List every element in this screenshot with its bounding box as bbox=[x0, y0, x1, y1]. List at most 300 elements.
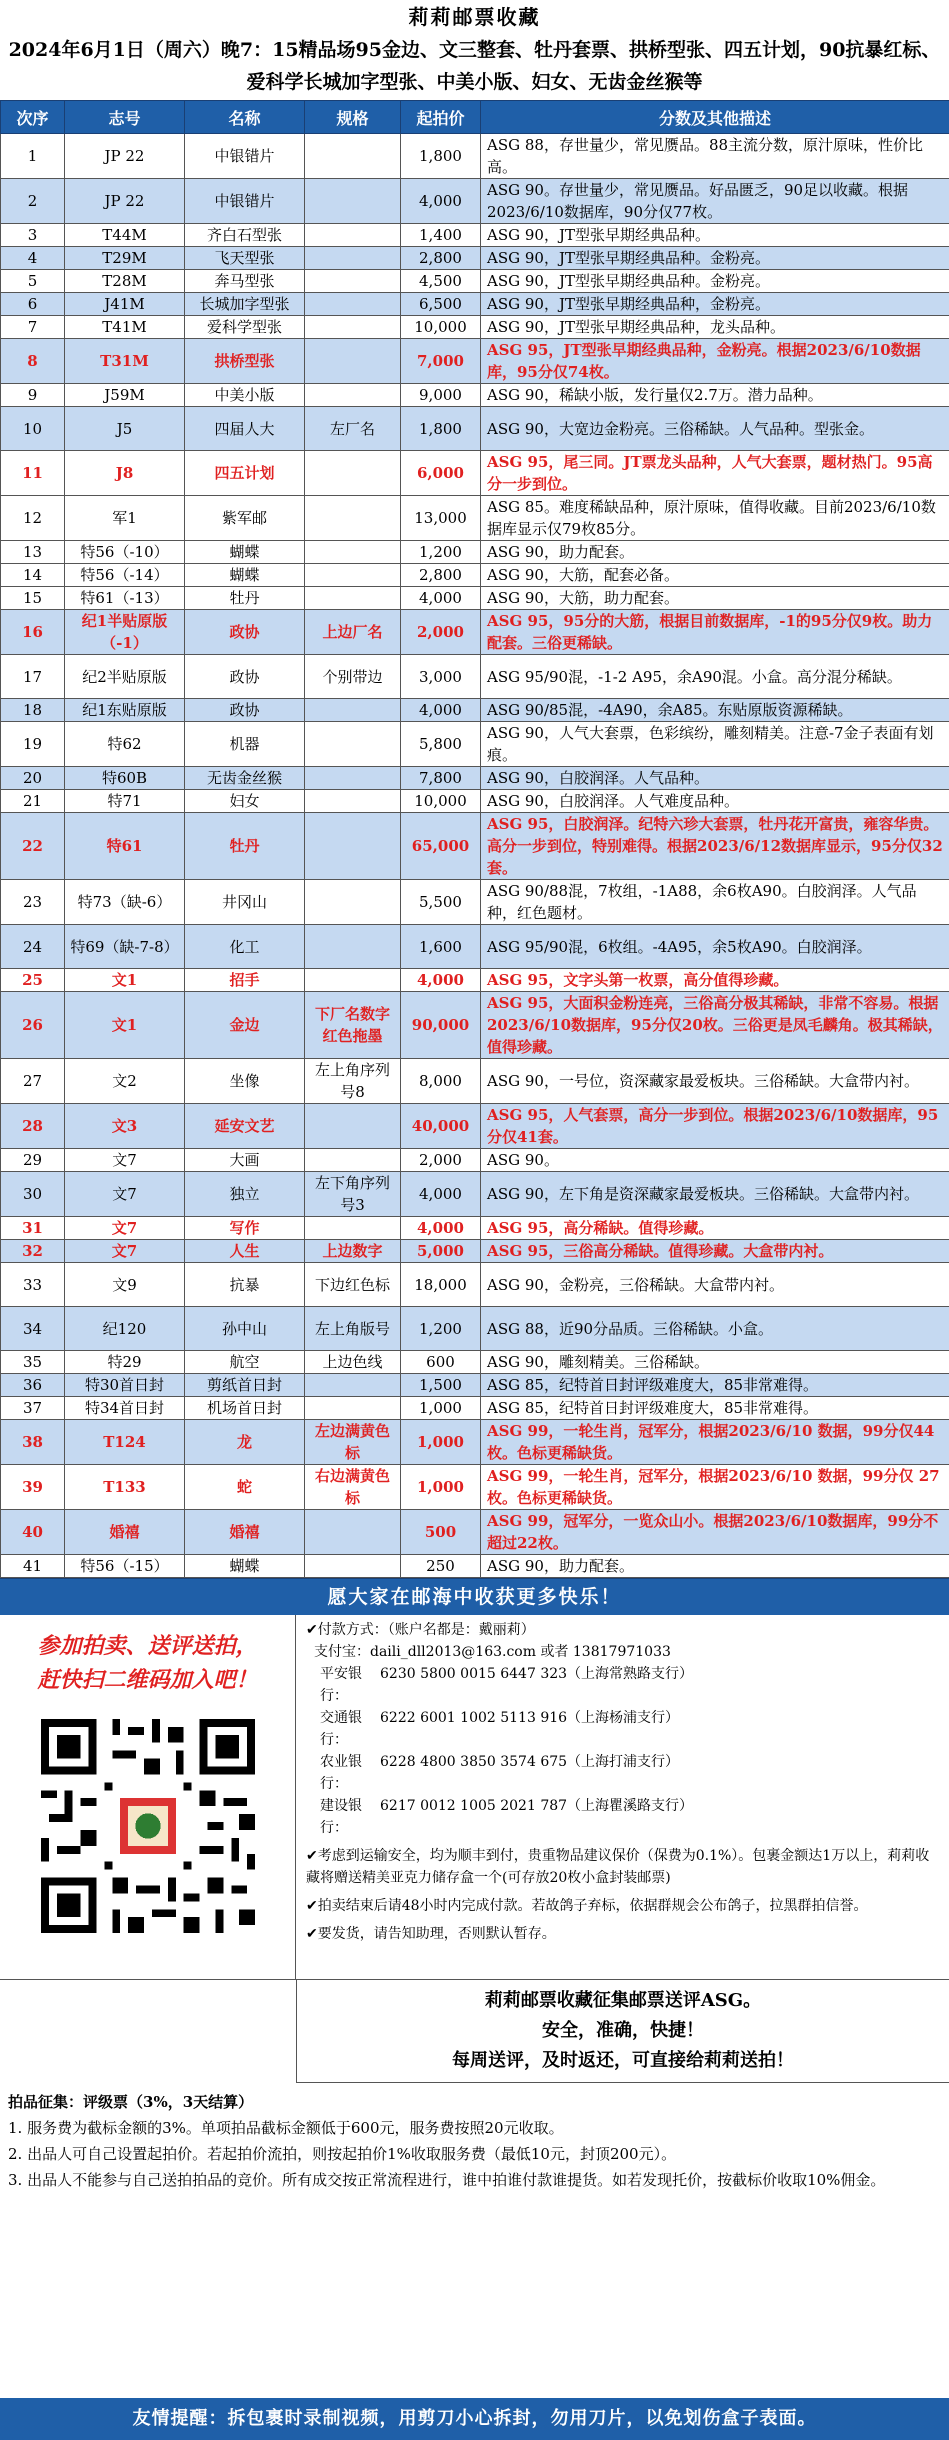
cell-desc: ASG 99，一轮生肖，冠军分，根据2023/6/10 数据，99分仅44枚。色标更稀缺货。 bbox=[481, 1420, 949, 1465]
cell-price: 500 bbox=[401, 1510, 481, 1555]
cell-order: 10 bbox=[1, 407, 65, 451]
cell-code: 特60B bbox=[65, 767, 185, 790]
cell-order: 8 bbox=[1, 339, 65, 384]
table-row bbox=[1, 790, 949, 813]
payment-panel bbox=[296, 1615, 949, 1979]
table-row bbox=[1, 1149, 949, 1172]
cell-code: 文2 bbox=[65, 1059, 185, 1104]
cell-desc: ASG 95，高分稀缺。值得珍藏。 bbox=[481, 1217, 949, 1240]
rule-item: 1. 服务费为截标金额的3%。单项拍品截标金额低于600元，服务费按照20元收取。 bbox=[8, 2119, 564, 2137]
cell-code: T41M bbox=[65, 316, 185, 339]
cell-name: 中银错片 bbox=[185, 134, 305, 179]
cell-code: JP 22 bbox=[65, 134, 185, 179]
cell-order: 2 bbox=[1, 179, 65, 224]
cell-desc: ASG 90，雕刻精美。三俗稀缺。 bbox=[481, 1351, 949, 1374]
table-row bbox=[1, 270, 949, 293]
cell-order: 29 bbox=[1, 1149, 65, 1172]
cell-code: J5 bbox=[65, 407, 185, 451]
table-row bbox=[1, 179, 949, 224]
cell-price: 4,000 bbox=[401, 1172, 481, 1217]
cell-spec bbox=[305, 541, 401, 564]
slogan-line-3: 每周送评，及时返还，可直接给莉莉送拍！ bbox=[452, 2050, 794, 2071]
promo-panel bbox=[0, 1615, 296, 1979]
cell-order: 9 bbox=[1, 384, 65, 407]
table-row bbox=[1, 1420, 949, 1465]
cell-order: 32 bbox=[1, 1240, 65, 1263]
cell-order: 38 bbox=[1, 1420, 65, 1465]
cell-desc: ASG 90，助力配套。 bbox=[481, 541, 949, 564]
cell-spec: 左厂名 bbox=[305, 407, 401, 451]
cell-order: 35 bbox=[1, 1351, 65, 1374]
cell-order: 28 bbox=[1, 1104, 65, 1149]
cell-desc: ASG 90，JT型张早期经典品种。 bbox=[481, 224, 949, 247]
cell-price: 40,000 bbox=[401, 1104, 481, 1149]
bank-name: 交通银行： bbox=[320, 1710, 362, 1748]
cell-price: 7,800 bbox=[401, 767, 481, 790]
cell-desc: ASG 90，人气大套票，色彩缤纷，雕刻精美。注意-7金子表面有划痕。 bbox=[481, 722, 949, 767]
cell-price: 10,000 bbox=[401, 316, 481, 339]
table-row bbox=[1, 880, 949, 925]
cell-order: 11 bbox=[1, 451, 65, 496]
table-row bbox=[1, 699, 949, 722]
cell-order: 18 bbox=[1, 699, 65, 722]
cell-desc: ASG 90，大筋，配套必备。 bbox=[481, 564, 949, 587]
cell-desc: ASG 95，JT型张早期经典品种，金粉亮。根据2023/6/10数据库，95分仅74枚。 bbox=[481, 339, 949, 384]
table-row bbox=[1, 992, 949, 1059]
cell-code: J59M bbox=[65, 384, 185, 407]
cell-desc: ASG 90，助力配套。 bbox=[481, 1555, 949, 1578]
cell-order: 14 bbox=[1, 564, 65, 587]
col-header-order: 次序 bbox=[1, 101, 65, 134]
table-row bbox=[1, 722, 949, 767]
cell-name: 大画 bbox=[185, 1149, 305, 1172]
cell-name: 牡丹 bbox=[185, 813, 305, 880]
table-row bbox=[1, 316, 949, 339]
table-row bbox=[1, 925, 949, 969]
col-header-price: 起拍价 bbox=[401, 101, 481, 134]
cell-spec bbox=[305, 1510, 401, 1555]
cell-order: 4 bbox=[1, 247, 65, 270]
bank-name: 建设银行： bbox=[320, 1798, 362, 1836]
cell-spec bbox=[305, 270, 401, 293]
cell-code: T44M bbox=[65, 224, 185, 247]
table-row bbox=[1, 1172, 949, 1217]
cell-spec bbox=[305, 1104, 401, 1149]
lots-table-body bbox=[1, 134, 949, 1578]
cell-desc: ASG 90，金粉亮，三俗稀缺。大盒带内衬。 bbox=[481, 1263, 949, 1307]
friendly-reminder-footer: 友情提醒：拆包裹时录制视频，用剪刀小心拆封，勿用刀片，以免划伤盒子表面。 bbox=[0, 2398, 949, 2440]
cell-name: 航空 bbox=[185, 1351, 305, 1374]
cell-spec bbox=[305, 224, 401, 247]
cell-spec: 下厂名数字红色拖墨 bbox=[305, 992, 401, 1059]
cell-desc: ASG 99，一轮生肖，冠军分，根据2023/6/10 数据，99分仅 27枚。色标更稀缺货。 bbox=[481, 1465, 949, 1510]
cell-price: 8,000 bbox=[401, 1059, 481, 1104]
page-title: 莉莉邮票收藏 bbox=[408, 5, 541, 29]
cell-price: 4,000 bbox=[401, 1217, 481, 1240]
cell-code: J8 bbox=[65, 451, 185, 496]
cell-spec bbox=[305, 1217, 401, 1240]
cell-price: 3,000 bbox=[401, 655, 481, 699]
table-row bbox=[1, 1217, 949, 1240]
bank-account: 6228 4800 3850 3574 675（上海打浦支行） bbox=[380, 1754, 680, 1770]
cell-price: 1,000 bbox=[401, 1465, 481, 1510]
cell-spec: 左上角序列号8 bbox=[305, 1059, 401, 1104]
cell-code: T124 bbox=[65, 1420, 185, 1465]
cell-desc: ASG 90，JT型张早期经典品种。金粉亮。 bbox=[481, 247, 949, 270]
table-row bbox=[1, 655, 949, 699]
cell-name: 剪纸首日封 bbox=[185, 1374, 305, 1397]
cell-spec bbox=[305, 722, 401, 767]
table-row bbox=[1, 1059, 949, 1104]
table-row bbox=[1, 587, 949, 610]
cell-code: 特56（-14） bbox=[65, 564, 185, 587]
cell-name: 齐白石型张 bbox=[185, 224, 305, 247]
cell-name: 中银错片 bbox=[185, 179, 305, 224]
bank-list bbox=[306, 1663, 939, 1839]
cell-spec bbox=[305, 451, 401, 496]
cell-desc: ASG 95，95分的大筋，根据目前数据库，-1的95分仅9枚。助力配套。三俗更稀缺。 bbox=[481, 610, 949, 655]
cell-name: 妇女 bbox=[185, 790, 305, 813]
cell-code: 文3 bbox=[65, 1104, 185, 1149]
promo-line-2: 赶快扫二维码加入吧！ bbox=[37, 1667, 258, 1693]
cell-name: 飞天型张 bbox=[185, 247, 305, 270]
cell-code: T133 bbox=[65, 1465, 185, 1510]
cell-code: 文1 bbox=[65, 992, 185, 1059]
cell-order: 30 bbox=[1, 1172, 65, 1217]
cell-order: 22 bbox=[1, 813, 65, 880]
cell-spec bbox=[305, 564, 401, 587]
cell-order: 27 bbox=[1, 1059, 65, 1104]
cell-order: 25 bbox=[1, 969, 65, 992]
cell-name: 金边 bbox=[185, 992, 305, 1059]
cell-code: 特73（缺-6） bbox=[65, 880, 185, 925]
cell-order: 41 bbox=[1, 1555, 65, 1578]
cell-order: 24 bbox=[1, 925, 65, 969]
cell-code: 特69（缺-7-8） bbox=[65, 925, 185, 969]
cell-code: 文7 bbox=[65, 1172, 185, 1217]
cell-desc: ASG 90/88混，7枚组，-1A88，余6枚A90。白胶润泽。人气品种，红色题材。 bbox=[481, 880, 949, 925]
cell-name: 政协 bbox=[185, 655, 305, 699]
table-row bbox=[1, 767, 949, 790]
consignment-rules bbox=[0, 2083, 949, 2199]
cell-price: 1,400 bbox=[401, 224, 481, 247]
cell-spec bbox=[305, 587, 401, 610]
cell-code: J41M bbox=[65, 293, 185, 316]
cell-desc: ASG 90，大宽边金粉亮。三俗稀缺。人气品种。型张金。 bbox=[481, 407, 949, 451]
alipay-line: 支付宝：daili_dll2013@163.com 或者 13817971033 bbox=[314, 1644, 671, 1660]
cell-code: 纪120 bbox=[65, 1307, 185, 1351]
cell-name: 坐像 bbox=[185, 1059, 305, 1104]
table-row bbox=[1, 134, 949, 179]
cell-code: T28M bbox=[65, 270, 185, 293]
cell-order: 34 bbox=[1, 1307, 65, 1351]
col-header-code: 志号 bbox=[65, 101, 185, 134]
cell-name: 政协 bbox=[185, 699, 305, 722]
cell-name: 机场首日封 bbox=[185, 1397, 305, 1420]
table-row bbox=[1, 451, 949, 496]
cell-code: T29M bbox=[65, 247, 185, 270]
page-subtitle: 2024年6月1日（周六）晚7：15精品场95金边、文三整套、牡丹套票、拱桥型张、四五计划，90抗暴红标、爱科学长城加字型张、中美小版、妇女、无齿金丝猴等 bbox=[8, 39, 941, 93]
cell-price: 9,000 bbox=[401, 384, 481, 407]
cell-order: 13 bbox=[1, 541, 65, 564]
promo-line-1: 参加拍卖、送评送拍， bbox=[37, 1633, 258, 1659]
cell-price: 4,500 bbox=[401, 270, 481, 293]
cell-name: 无齿金丝猴 bbox=[185, 767, 305, 790]
cell-spec bbox=[305, 1374, 401, 1397]
cell-price: 2,000 bbox=[401, 1149, 481, 1172]
table-row bbox=[1, 564, 949, 587]
cell-code: 特71 bbox=[65, 790, 185, 813]
cell-spec: 个别带边 bbox=[305, 655, 401, 699]
cell-name: 奔马型张 bbox=[185, 270, 305, 293]
cell-spec: 左边满黄色标 bbox=[305, 1420, 401, 1465]
table-row bbox=[1, 293, 949, 316]
col-header-name: 名称 bbox=[185, 101, 305, 134]
table-row bbox=[1, 1465, 949, 1510]
table-row bbox=[1, 1307, 949, 1351]
cell-spec bbox=[305, 813, 401, 880]
cell-name: 独立 bbox=[185, 1172, 305, 1217]
rule-item: 2. 出品人可自己设置起拍价。若起拍价流拍，则按起拍价1%收取服务费（最低10元，封顶200元）。 bbox=[8, 2145, 677, 2163]
cell-order: 23 bbox=[1, 880, 65, 925]
cell-desc: ASG 90，白胶润泽。人气难度品种。 bbox=[481, 790, 949, 813]
cell-price: 2,000 bbox=[401, 610, 481, 655]
cell-order: 31 bbox=[1, 1217, 65, 1240]
cell-name: 中美小版 bbox=[185, 384, 305, 407]
cell-desc: ASG 90，大筋，助力配套。 bbox=[481, 587, 949, 610]
cell-order: 19 bbox=[1, 722, 65, 767]
rules-title: 拍品征集：评级票（3%，3天结算） bbox=[8, 2093, 254, 2111]
bank-row bbox=[306, 1663, 939, 1707]
cell-spec bbox=[305, 1149, 401, 1172]
cell-desc: ASG 85，纪特首日封评级难度大，85非常难得。 bbox=[481, 1397, 949, 1420]
cell-name: 政协 bbox=[185, 610, 305, 655]
cell-code: 特56（-10） bbox=[65, 541, 185, 564]
cell-code: 特61 bbox=[65, 813, 185, 880]
table-row bbox=[1, 969, 949, 992]
cell-price: 1,800 bbox=[401, 134, 481, 179]
cell-desc: ASG 95，文字头第一枚票，高分值得珍藏。 bbox=[481, 969, 949, 992]
cell-code: 特56（-15） bbox=[65, 1555, 185, 1578]
cell-price: 1,500 bbox=[401, 1374, 481, 1397]
cell-price: 4,000 bbox=[401, 587, 481, 610]
cell-price: 5,500 bbox=[401, 880, 481, 925]
table-row bbox=[1, 407, 949, 451]
cell-name: 爱科学型张 bbox=[185, 316, 305, 339]
cell-code: 文7 bbox=[65, 1217, 185, 1240]
table-row bbox=[1, 224, 949, 247]
cell-name: 蝴蝶 bbox=[185, 564, 305, 587]
cell-spec: 上边厂名 bbox=[305, 610, 401, 655]
cell-spec bbox=[305, 1555, 401, 1578]
lots-table bbox=[0, 100, 949, 1578]
cell-name: 牡丹 bbox=[185, 587, 305, 610]
cell-order: 15 bbox=[1, 587, 65, 610]
table-row bbox=[1, 610, 949, 655]
cell-order: 6 bbox=[1, 293, 65, 316]
cell-name: 蛇 bbox=[185, 1465, 305, 1510]
cell-order: 7 bbox=[1, 316, 65, 339]
cell-price: 90,000 bbox=[401, 992, 481, 1059]
cell-price: 2,800 bbox=[401, 247, 481, 270]
payment-header: ✔付款方式：（账户名都是：戴丽莉） bbox=[306, 1622, 535, 1638]
table-row bbox=[1, 541, 949, 564]
cell-order: 21 bbox=[1, 790, 65, 813]
table-header-row bbox=[1, 101, 949, 134]
cell-price: 4,000 bbox=[401, 969, 481, 992]
cell-order: 39 bbox=[1, 1465, 65, 1510]
cell-code: T31M bbox=[65, 339, 185, 384]
cell-order: 16 bbox=[1, 610, 65, 655]
cell-desc: ASG 90/85混，-4A90，余A85。东贴原版资源稀缺。 bbox=[481, 699, 949, 722]
cell-spec: 左下角序列号3 bbox=[305, 1172, 401, 1217]
cell-name: 紫军邮 bbox=[185, 496, 305, 541]
cell-spec bbox=[305, 1397, 401, 1420]
table-row bbox=[1, 1374, 949, 1397]
cell-price: 1,200 bbox=[401, 1307, 481, 1351]
cell-desc: ASG 95/90混，6枚组。-4A95，余5枚A90。白胶润泽。 bbox=[481, 925, 949, 969]
cell-order: 26 bbox=[1, 992, 65, 1059]
cell-order: 17 bbox=[1, 655, 65, 699]
cell-name: 抗暴 bbox=[185, 1263, 305, 1307]
cell-price: 65,000 bbox=[401, 813, 481, 880]
shipping-note: ✔考虑到运输安全，均为顺丰到付，贵重物品建议保价（保费为0.1%）。包裹金额达1万以上，莉莉收藏将赠送精美亚克力储存盒一个(可存放20枚小盒封装邮票) bbox=[306, 1848, 930, 1886]
cell-order: 37 bbox=[1, 1397, 65, 1420]
cell-desc: ASG 88，存世量少，常见赝品。88主流分数，原汁原味，性价比高。 bbox=[481, 134, 949, 179]
cell-code: 纪2半贴原版 bbox=[65, 655, 185, 699]
table-row bbox=[1, 384, 949, 407]
qr-code-icon[interactable] bbox=[33, 1711, 263, 1941]
slogan-line-1: 莉莉邮票收藏征集邮票送评ASG。 bbox=[484, 1990, 762, 2011]
cell-desc: ASG 85。难度稀缺品种，原汁原味，值得收藏。目前2023/6/10数据库显示仅79枚85分。 bbox=[481, 496, 949, 541]
cell-desc: ASG 95，三俗高分稀缺。值得珍藏。大盒带内衬。 bbox=[481, 1240, 949, 1263]
cell-price: 5,000 bbox=[401, 1240, 481, 1263]
cell-order: 20 bbox=[1, 767, 65, 790]
cell-price: 250 bbox=[401, 1555, 481, 1578]
cell-order: 12 bbox=[1, 496, 65, 541]
table-row bbox=[1, 1263, 949, 1307]
cell-spec bbox=[305, 767, 401, 790]
cell-code: 婚禧 bbox=[65, 1510, 185, 1555]
cell-price: 1,600 bbox=[401, 925, 481, 969]
cell-order: 1 bbox=[1, 134, 65, 179]
cell-price: 6,000 bbox=[401, 451, 481, 496]
cell-spec bbox=[305, 316, 401, 339]
cell-order: 5 bbox=[1, 270, 65, 293]
cell-name: 蝴蝶 bbox=[185, 1555, 305, 1578]
bank-account: 6230 5800 0015 6447 323（上海常熟路支行） bbox=[380, 1666, 694, 1682]
cell-name: 长城加字型张 bbox=[185, 293, 305, 316]
delivery-note: ✔要发货，请告知助理，否则默认暂存。 bbox=[306, 1926, 556, 1942]
cell-name: 四五计划 bbox=[185, 451, 305, 496]
cell-spec bbox=[305, 969, 401, 992]
cell-code: 特29 bbox=[65, 1351, 185, 1374]
cell-spec: 下边红色标 bbox=[305, 1263, 401, 1307]
cell-price: 1,000 bbox=[401, 1397, 481, 1420]
col-header-desc: 分数及其他描述 bbox=[481, 101, 949, 134]
cell-desc: ASG 88，近90分品质。三俗稀缺。小盒。 bbox=[481, 1307, 949, 1351]
cell-spec bbox=[305, 293, 401, 316]
cell-spec: 左上角版号 bbox=[305, 1307, 401, 1351]
cell-desc: ASG 90，稀缺小版，发行量仅2.7万。潜力品种。 bbox=[481, 384, 949, 407]
cell-code: 特61（-13） bbox=[65, 587, 185, 610]
cell-spec bbox=[305, 134, 401, 179]
cell-spec bbox=[305, 384, 401, 407]
cell-name: 蝴蝶 bbox=[185, 541, 305, 564]
table-row bbox=[1, 1397, 949, 1420]
cell-spec: 右边满黄色标 bbox=[305, 1465, 401, 1510]
table-row bbox=[1, 1240, 949, 1263]
cell-desc: ASG 95，尾三同。JT票龙头品种，人气大套票，题材热门。95高分一步到位。 bbox=[481, 451, 949, 496]
cell-desc: ASG 95，白胶润泽。纪特六珍大套票，牡丹花开富贵，雍容华贵。高分一步到位，特别难得。根据2023/6/12数据库显示，95分仅32套。 bbox=[481, 813, 949, 880]
slogan-line-2: 安全，准确，快捷！ bbox=[542, 2020, 704, 2041]
table-row bbox=[1, 1555, 949, 1578]
cell-spec: 上边数字 bbox=[305, 1240, 401, 1263]
cell-name: 拱桥型张 bbox=[185, 339, 305, 384]
cell-name: 龙 bbox=[185, 1420, 305, 1465]
cell-spec bbox=[305, 925, 401, 969]
table-row bbox=[1, 247, 949, 270]
cell-code: 特62 bbox=[65, 722, 185, 767]
cell-code: 纪1东贴原版 bbox=[65, 699, 185, 722]
cell-spec bbox=[305, 699, 401, 722]
cell-desc: ASG 95，大面积金粉连亮，三俗高分极其稀缺，非常不容易。根据2023/6/10数据库，95分仅20枚。三俗更是凤毛麟角。极其稀缺，值得珍藏。 bbox=[481, 992, 949, 1059]
bank-account: 6217 0012 1005 2021 787（上海瞿溪路支行） bbox=[380, 1798, 694, 1814]
cell-order: 36 bbox=[1, 1374, 65, 1397]
cell-desc: ASG 90，左下角是资深藏家最爱板块。三俗稀缺。大盒带内衬。 bbox=[481, 1172, 949, 1217]
cell-desc: ASG 99，冠军分，一览众山小。根据2023/6/10数据库，99分不超过22枚。 bbox=[481, 1510, 949, 1555]
cell-name: 机器 bbox=[185, 722, 305, 767]
table-row bbox=[1, 339, 949, 384]
cell-name: 化工 bbox=[185, 925, 305, 969]
cell-code: 文1 bbox=[65, 969, 185, 992]
cell-desc: ASG 90。存世量少，常见赝品。好品匮乏，90足以收藏。根据2023/6/10数据库，90分仅77枚。 bbox=[481, 179, 949, 224]
cell-code: JP 22 bbox=[65, 179, 185, 224]
cell-name: 招手 bbox=[185, 969, 305, 992]
cell-price: 18,000 bbox=[401, 1263, 481, 1307]
cell-name: 写作 bbox=[185, 1217, 305, 1240]
table-row bbox=[1, 1351, 949, 1374]
happy-banner: 愿大家在邮海中收获更多快乐！ bbox=[0, 1578, 949, 1615]
cell-price: 600 bbox=[401, 1351, 481, 1374]
cell-spec bbox=[305, 339, 401, 384]
cell-name: 四届人大 bbox=[185, 407, 305, 451]
cell-code: 文9 bbox=[65, 1263, 185, 1307]
cell-desc: ASG 90，白胶润泽。人气品种。 bbox=[481, 767, 949, 790]
cell-spec bbox=[305, 790, 401, 813]
table-row bbox=[1, 496, 949, 541]
cell-spec bbox=[305, 880, 401, 925]
cell-price: 1,800 bbox=[401, 407, 481, 451]
cell-code: 文7 bbox=[65, 1240, 185, 1263]
cell-name: 婚禧 bbox=[185, 1510, 305, 1555]
cell-desc: ASG 95，人气套票，高分一步到位。根据2023/6/10数据库，95分仅41套。 bbox=[481, 1104, 949, 1149]
cell-desc: ASG 95/90混，-1-2 A95，余A90混。小盒。高分混分稀缺。 bbox=[481, 655, 949, 699]
cell-code: 特30首日封 bbox=[65, 1374, 185, 1397]
cell-name: 延安文艺 bbox=[185, 1104, 305, 1149]
col-header-spec: 规格 bbox=[305, 101, 401, 134]
cell-name: 人生 bbox=[185, 1240, 305, 1263]
cell-desc: ASG 90，JT型张早期经典品种。金粉亮。 bbox=[481, 270, 949, 293]
cell-price: 6,500 bbox=[401, 293, 481, 316]
cell-price: 13,000 bbox=[401, 496, 481, 541]
bank-row bbox=[306, 1707, 939, 1751]
cell-code: 特34首日封 bbox=[65, 1397, 185, 1420]
cell-order: 40 bbox=[1, 1510, 65, 1555]
cell-code: 纪1半贴原版（-1） bbox=[65, 610, 185, 655]
cell-price: 4,000 bbox=[401, 699, 481, 722]
cell-code: 军1 bbox=[65, 496, 185, 541]
